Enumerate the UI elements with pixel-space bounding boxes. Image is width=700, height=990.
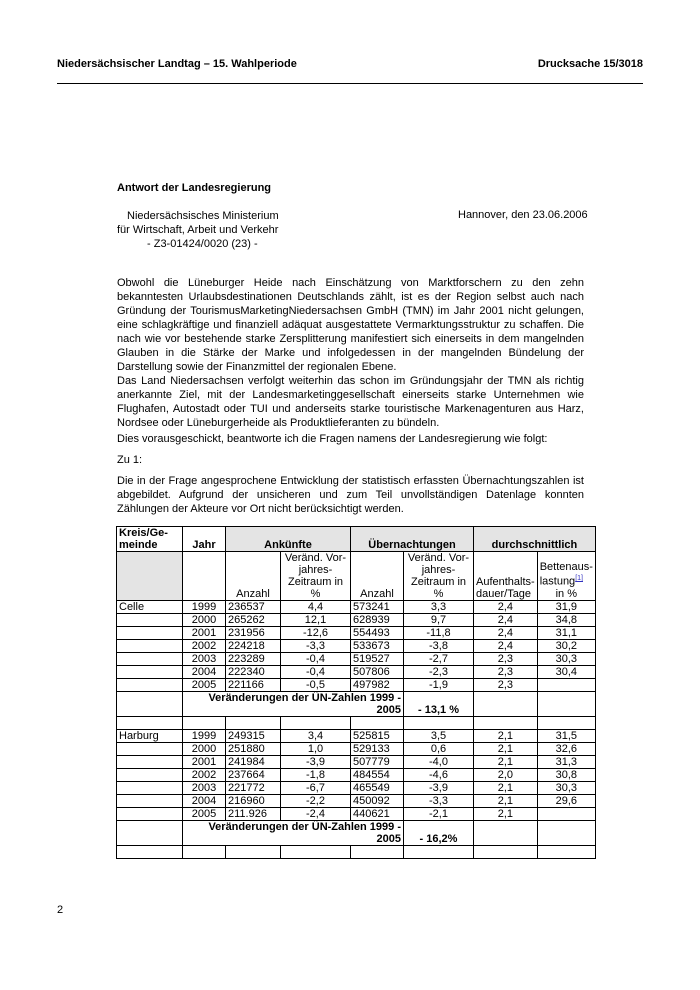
cell-ueb-anzahl: 440621 — [351, 808, 404, 821]
paragraph-1: Obwohl die Lüneburger Heide nach Einschätzung von Marktforschern zu den zehn bekanntesten Urlaubsdestinationen Deutschlands zählt, ist es der Region selbst auch nach Gründung der TourismusMarketingNiedersachsen GmbH (TMN) im Jahr 2001 nicht gelungen, eine schlagkräftige und finanziell adäquat ausgestattete Vermarktungsstruktur zu schaffen. Die nach wie vor bestehende starke Zersplitterung manifestiert sich einerseits in dem mangelnden Glauben in die Stärke der Marke und infolgedessen in der mangelnden Bündelung der Darstellung sowie der Finanzmittel der regionalen Ebene. — [117, 277, 584, 373]
cell-ank-veraend: -3,9 — [281, 756, 351, 769]
cell-empty — [474, 846, 538, 859]
cell-aufenthalt: 2,1 — [474, 808, 538, 821]
cell-ank-veraend: -1,8 — [281, 769, 351, 782]
th-empty — [117, 552, 183, 601]
th-uebernachtungen: Übernachtungen — [351, 527, 474, 552]
cell-ank-anzahl: 249315 — [226, 730, 281, 743]
table-row — [117, 756, 596, 769]
cell-kreis — [117, 795, 183, 808]
cell-ank-veraend: 12,1 — [281, 614, 351, 627]
cell-jahr: 2003 — [183, 782, 226, 795]
cell-ank-anzahl: 211.926 — [226, 808, 281, 821]
th-kreis: Kreis/Ge-meinde — [117, 527, 183, 552]
cell-ank-anzahl: 221166 — [226, 679, 281, 692]
cell-ueb-anzahl: 529133 — [351, 743, 404, 756]
page-number: 2 — [57, 904, 64, 916]
cell-aufenthalt: 2,3 — [474, 666, 538, 679]
cell-empty — [537, 717, 595, 730]
th-jahr: Jahr — [183, 527, 226, 552]
th-durchschnittlich: durchschnittlich — [474, 527, 596, 552]
cell-jahr: 2000 — [183, 614, 226, 627]
cell-kreis — [117, 679, 183, 692]
cell-kreis — [117, 769, 183, 782]
table-row — [117, 679, 596, 692]
cell-jahr: 2004 — [183, 666, 226, 679]
cell-kreis — [117, 666, 183, 679]
th-ueb-anzahl: Anzahl — [351, 552, 404, 601]
table-row — [117, 743, 596, 756]
cell-ueb-anzahl: 573241 — [351, 601, 404, 614]
cell-jahr: 2001 — [183, 756, 226, 769]
cell-ueb-veraend: 9,7 — [404, 614, 474, 627]
cell-ank-anzahl: 265262 — [226, 614, 281, 627]
cell-jahr: 2002 — [183, 640, 226, 653]
footnote-link[interactable]: [1] — [575, 575, 583, 583]
change-label: Veränderungen der ÜN-Zahlen 1999 - 2005 — [183, 821, 404, 846]
cell-aufenthalt: 2,1 — [474, 730, 538, 743]
cell-kreis — [117, 640, 183, 653]
cell-betten: 31,1 — [537, 627, 595, 640]
cell-betten — [537, 679, 595, 692]
sender-line-1: Niedersächsisches Ministerium — [127, 210, 279, 222]
cell-betten: 32,6 — [537, 743, 595, 756]
th-ank-anzahl: Anzahl — [226, 552, 281, 601]
cell-aufenthalt: 2,3 — [474, 679, 538, 692]
cell-ueb-veraend: -3,9 — [404, 782, 474, 795]
cell-jahr: 2005 — [183, 808, 226, 821]
cell-ank-anzahl: 223289 — [226, 653, 281, 666]
th-ueb-veraend: Veränd. Vor-jahres-Zeitraum in % — [404, 552, 474, 601]
cell-aufenthalt: 2,1 — [474, 795, 538, 808]
cell-kreis — [117, 808, 183, 821]
cell-empty — [537, 846, 595, 859]
cell-betten: 31,9 — [537, 601, 595, 614]
cell-empty — [183, 846, 226, 859]
th-aufenthalt: Aufenthalts-dauer/Tage — [474, 552, 538, 601]
cell-empty — [226, 846, 281, 859]
cell-ank-anzahl: 241984 — [226, 756, 281, 769]
cell-jahr: 1999 — [183, 601, 226, 614]
cell-ueb-anzahl: 554493 — [351, 627, 404, 640]
cell-aufenthalt: 2,1 — [474, 743, 538, 756]
table-row — [117, 640, 596, 653]
cell-ank-anzahl: 251880 — [226, 743, 281, 756]
cell-aufenthalt: 2,3 — [474, 653, 538, 666]
th-betten-unit: in % — [555, 588, 577, 600]
th-ank-veraend: Veränd. Vor-jahres-Zeitraum in % — [281, 552, 351, 601]
cell-jahr: 2001 — [183, 627, 226, 640]
cell-ueb-veraend: -3,8 — [404, 640, 474, 653]
cell-empty — [117, 692, 183, 717]
table-row — [117, 653, 596, 666]
cell-empty — [351, 846, 404, 859]
cell-empty — [404, 717, 474, 730]
cell-aufenthalt: 2,4 — [474, 601, 538, 614]
cell-betten: 34,8 — [537, 614, 595, 627]
cell-ank-anzahl: 231956 — [226, 627, 281, 640]
cell-kreis — [117, 743, 183, 756]
cell-ueb-anzahl: 507779 — [351, 756, 404, 769]
cell-jahr: 2004 — [183, 795, 226, 808]
change-value: - 16,2% — [404, 821, 474, 846]
cell-empty — [117, 717, 183, 730]
cell-ueb-anzahl: 525815 — [351, 730, 404, 743]
table-row — [117, 601, 596, 614]
cell-betten: 30,4 — [537, 666, 595, 679]
cell-ueb-veraend: -3,3 — [404, 795, 474, 808]
cell-ueb-veraend: 3,3 — [404, 601, 474, 614]
cell-betten: 31,5 — [537, 730, 595, 743]
cell-ueb-veraend: -4,0 — [404, 756, 474, 769]
cell-ank-anzahl: 221772 — [226, 782, 281, 795]
table-row — [117, 782, 596, 795]
cell-empty — [474, 821, 538, 846]
cell-ank-anzahl: 216960 — [226, 795, 281, 808]
cell-betten: 30,3 — [537, 653, 595, 666]
date: Hannover, den 23.06.2006 — [458, 209, 588, 221]
cell-aufenthalt: 2,0 — [474, 769, 538, 782]
cell-empty — [117, 821, 183, 846]
cell-ank-veraend: -6,7 — [281, 782, 351, 795]
table-row — [117, 795, 596, 808]
table-row — [117, 808, 596, 821]
cell-ank-veraend: -2,4 — [281, 808, 351, 821]
sender-block — [117, 209, 279, 251]
cell-betten: 31,3 — [537, 756, 595, 769]
cell-jahr: 2003 — [183, 653, 226, 666]
cell-ueb-anzahl: 533673 — [351, 640, 404, 653]
table-row — [117, 769, 596, 782]
paragraph-4: Zu 1: — [117, 454, 143, 466]
cell-ueb-veraend: -11,8 — [404, 627, 474, 640]
cell-ank-veraend: 1,0 — [281, 743, 351, 756]
cell-ank-veraend: 3,4 — [281, 730, 351, 743]
cell-ueb-anzahl: 628939 — [351, 614, 404, 627]
change-row — [117, 692, 596, 717]
cell-ank-anzahl: 236537 — [226, 601, 281, 614]
cell-ank-veraend: -0,5 — [281, 679, 351, 692]
th-ankuenfte: Ankünfte — [226, 527, 351, 552]
cell-ank-anzahl: 237664 — [226, 769, 281, 782]
cell-kreis — [117, 756, 183, 769]
header-right: Drucksache 15/3018 — [537, 58, 643, 70]
cell-empty — [183, 717, 226, 730]
cell-empty — [537, 821, 595, 846]
blank-row — [117, 846, 596, 859]
cell-kreis — [117, 653, 183, 666]
cell-aufenthalt: 2,4 — [474, 640, 538, 653]
cell-empty — [351, 717, 404, 730]
sender-line-2: für Wirtschaft, Arbeit und Verkehr — [117, 224, 279, 236]
cell-ueb-veraend: -2,7 — [404, 653, 474, 666]
cell-betten: 30,8 — [537, 769, 595, 782]
cell-empty — [226, 717, 281, 730]
cell-ank-anzahl: 224218 — [226, 640, 281, 653]
cell-betten — [537, 808, 595, 821]
cell-ueb-veraend: -4,6 — [404, 769, 474, 782]
th-empty — [183, 552, 226, 601]
cell-empty — [281, 717, 351, 730]
cell-ueb-veraend: -2,3 — [404, 666, 474, 679]
cell-kreis — [117, 614, 183, 627]
header-divider — [57, 83, 643, 84]
cell-ueb-veraend: -1,9 — [404, 679, 474, 692]
paragraph-2: Das Land Niedersachsen verfolgt weiterhin das schon im Gründungsjahr der TMN als richtig anerkannte Ziel, mit der Landesmarketinggesellschaft einerseits starke Unternehmen wie Flughafen, Autostadt oder TUI und anderseits starke touristische Markenagenturen aus Harz, Nordsee oder Lüneburgerheide als Produktlieferanten zu bündeln. — [117, 375, 584, 429]
page-header — [57, 58, 643, 70]
cell-aufenthalt: 2,4 — [474, 614, 538, 627]
paragraph-3: Dies vorausgeschickt, beantworte ich die Fragen namens der Landesregierung wie folgt: — [117, 433, 548, 445]
cell-empty — [474, 717, 538, 730]
cell-ueb-anzahl: 484554 — [351, 769, 404, 782]
table-row — [117, 614, 596, 627]
cell-empty — [537, 692, 595, 717]
change-label: Veränderungen der ÜN-Zahlen 1999 - 2005 — [183, 692, 404, 717]
cell-ueb-anzahl: 465549 — [351, 782, 404, 795]
table-row — [117, 627, 596, 640]
cell-betten: 29,6 — [537, 795, 595, 808]
cell-aufenthalt: 2,4 — [474, 627, 538, 640]
cell-empty — [117, 846, 183, 859]
table-row — [117, 730, 596, 743]
header-left: Niedersächsischer Landtag – 15. Wahlperiode — [57, 58, 297, 70]
cell-ank-anzahl: 222340 — [226, 666, 281, 679]
cell-jahr: 1999 — [183, 730, 226, 743]
cell-ueb-anzahl: 450092 — [351, 795, 404, 808]
cell-empty — [404, 846, 474, 859]
cell-kreis — [117, 627, 183, 640]
sender-line-3: - Z3-01424/0020 (23) - — [147, 238, 258, 250]
cell-jahr: 2000 — [183, 743, 226, 756]
change-row — [117, 821, 596, 846]
cell-ank-veraend: -0,4 — [281, 666, 351, 679]
section-heading: Antwort der Landesregierung — [117, 182, 272, 194]
cell-ank-veraend: -3,3 — [281, 640, 351, 653]
cell-aufenthalt: 2,1 — [474, 756, 538, 769]
cell-ueb-veraend: 0,6 — [404, 743, 474, 756]
blank-row — [117, 717, 596, 730]
cell-jahr: 2005 — [183, 679, 226, 692]
cell-ueb-veraend: -2,1 — [404, 808, 474, 821]
statistics-table — [116, 526, 596, 859]
table-row — [117, 666, 596, 679]
cell-ank-veraend: -2,2 — [281, 795, 351, 808]
cell-ueb-anzahl: 507806 — [351, 666, 404, 679]
cell-kreis — [117, 782, 183, 795]
cell-ank-veraend: -0,4 — [281, 653, 351, 666]
cell-kreis: Celle — [117, 601, 183, 614]
cell-kreis: Harburg — [117, 730, 183, 743]
cell-ank-veraend: 4,4 — [281, 601, 351, 614]
paragraph-5: Die in der Frage angesprochene Entwicklung der statistisch erfassten Übernachtungszahlen ist abgebildet. Aufgrund der unsicheren und zum Teil unvollständigen Datenlage konnten Zählungen der Akteure vor Ort nicht berücksichtigt werden. — [117, 475, 584, 515]
cell-ueb-veraend: 3,5 — [404, 730, 474, 743]
th-betten — [537, 552, 595, 601]
cell-betten: 30,2 — [537, 640, 595, 653]
cell-empty — [474, 692, 538, 717]
cell-aufenthalt: 2,1 — [474, 782, 538, 795]
cell-ank-veraend: -12,6 — [281, 627, 351, 640]
cell-betten: 30,3 — [537, 782, 595, 795]
cell-ueb-anzahl: 497982 — [351, 679, 404, 692]
cell-empty — [281, 846, 351, 859]
change-value: - 13,1 % — [404, 692, 474, 717]
cell-jahr: 2002 — [183, 769, 226, 782]
th-betten-label: Bettenaus-lastung — [539, 561, 593, 588]
cell-ueb-anzahl: 519527 — [351, 653, 404, 666]
